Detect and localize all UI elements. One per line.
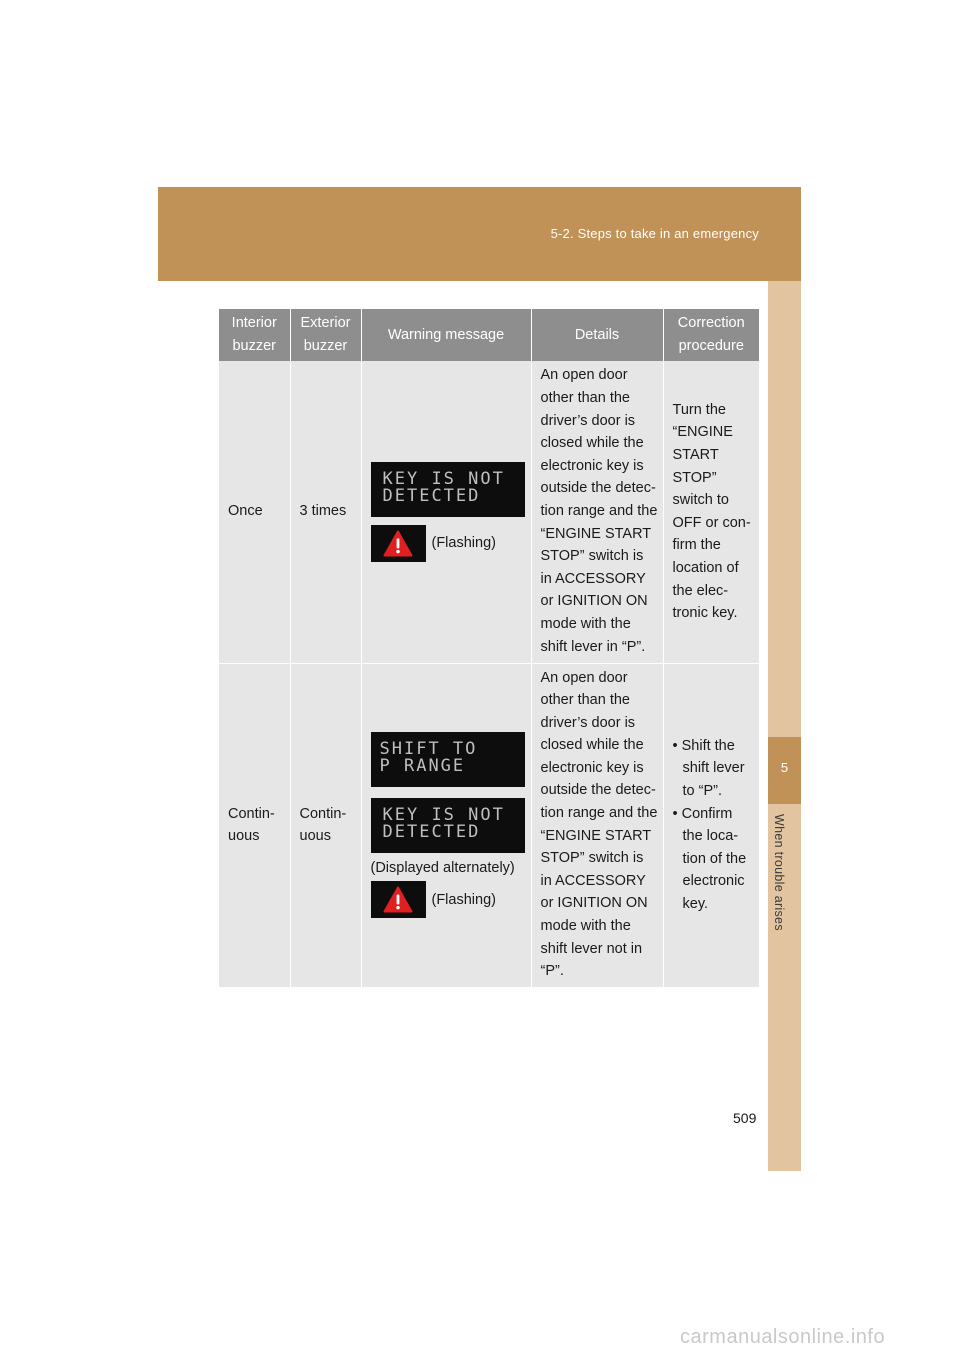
lcd-display-key-not-detected xyxy=(371,462,525,517)
interior-buzzer-cell: Contin-uous xyxy=(219,663,290,987)
correction-step: Shift the shift lever to “P”. xyxy=(681,737,745,799)
exterior-buzzer-cell: 3 times xyxy=(290,361,361,663)
exterior-buzzer-cell: Contin-uous xyxy=(290,663,361,987)
flashing-indicator xyxy=(371,881,525,918)
interior-buzzer-cell: Once xyxy=(219,361,290,663)
list-item: • Shift the shift lever to “P”. xyxy=(672,737,745,799)
header-warning-message: Warning message xyxy=(361,309,531,361)
side-index-band xyxy=(768,281,801,1171)
flashing-indicator xyxy=(371,525,525,562)
page-number: 509 xyxy=(733,1110,757,1126)
chapter-tab[interactable]: 5 xyxy=(768,737,801,804)
table-row xyxy=(219,361,759,663)
details-cell: An open door other than the driver’s door is closed while the electronic key is outside the detec-tion range and the “ENGINE START STOP” switch is in ACCESSORY or IGNITION ON mode with the shift lever not in “P”. xyxy=(531,663,663,987)
lcd-display-shift-to-p-range xyxy=(371,732,525,787)
correction-cell: Turn the “ENGINE START STOP” switch to OFF or con-firm the location of the elec-tronic key. xyxy=(663,361,759,663)
lcd-display-key-not-detected xyxy=(371,798,525,853)
watermark: carmanualsonline.info xyxy=(680,1326,886,1348)
header-details: Details xyxy=(531,309,663,361)
header-exterior-buzzer: Exterior buzzer xyxy=(290,309,361,361)
lcd-line: KEY IS NOT xyxy=(382,804,505,825)
correction-list xyxy=(673,735,754,916)
alternate-note: (Displayed alternately) xyxy=(370,859,515,876)
lcd-line: SHIFT TO xyxy=(379,738,478,759)
warning-light-box xyxy=(371,525,426,562)
chapter-label: When trouble arises xyxy=(772,814,786,931)
warning-table xyxy=(219,309,759,988)
warning-light-box xyxy=(371,881,426,918)
warning-triangle-icon xyxy=(383,530,413,557)
table-row xyxy=(219,663,759,987)
table-header-row xyxy=(219,309,759,361)
details-cell: An open door other than the driver’s door is closed while the electronic key is outside the detec-tion range and the “ENGINE START STOP” switch is in ACCESSORY or IGNITION ON mode with the shift lever in “P”. xyxy=(531,361,663,663)
section-title: 5-2. Steps to take in an emergency xyxy=(550,226,759,241)
lcd-line: DETECTED xyxy=(382,485,481,506)
lcd-line: KEY IS NOT xyxy=(382,468,505,489)
header-correction-procedure: Correction procedure xyxy=(663,309,759,361)
correction-cell xyxy=(663,663,759,987)
chapter-header-band xyxy=(158,187,801,281)
list-item: • Confirm the loca-tion of the electronic key. xyxy=(672,805,747,912)
warning-triangle-icon xyxy=(383,886,413,913)
warning-message-cell xyxy=(361,663,531,987)
lcd-line: DETECTED xyxy=(382,821,481,842)
correction-step: Confirm the loca-tion of the electronic key. xyxy=(681,805,747,912)
flashing-label: (Flashing) xyxy=(431,534,496,551)
flashing-label: (Flashing) xyxy=(431,891,496,908)
lcd-line: P RANGE xyxy=(379,755,466,776)
header-interior-buzzer: Interior buzzer xyxy=(219,309,290,361)
warning-message-cell xyxy=(361,361,531,663)
